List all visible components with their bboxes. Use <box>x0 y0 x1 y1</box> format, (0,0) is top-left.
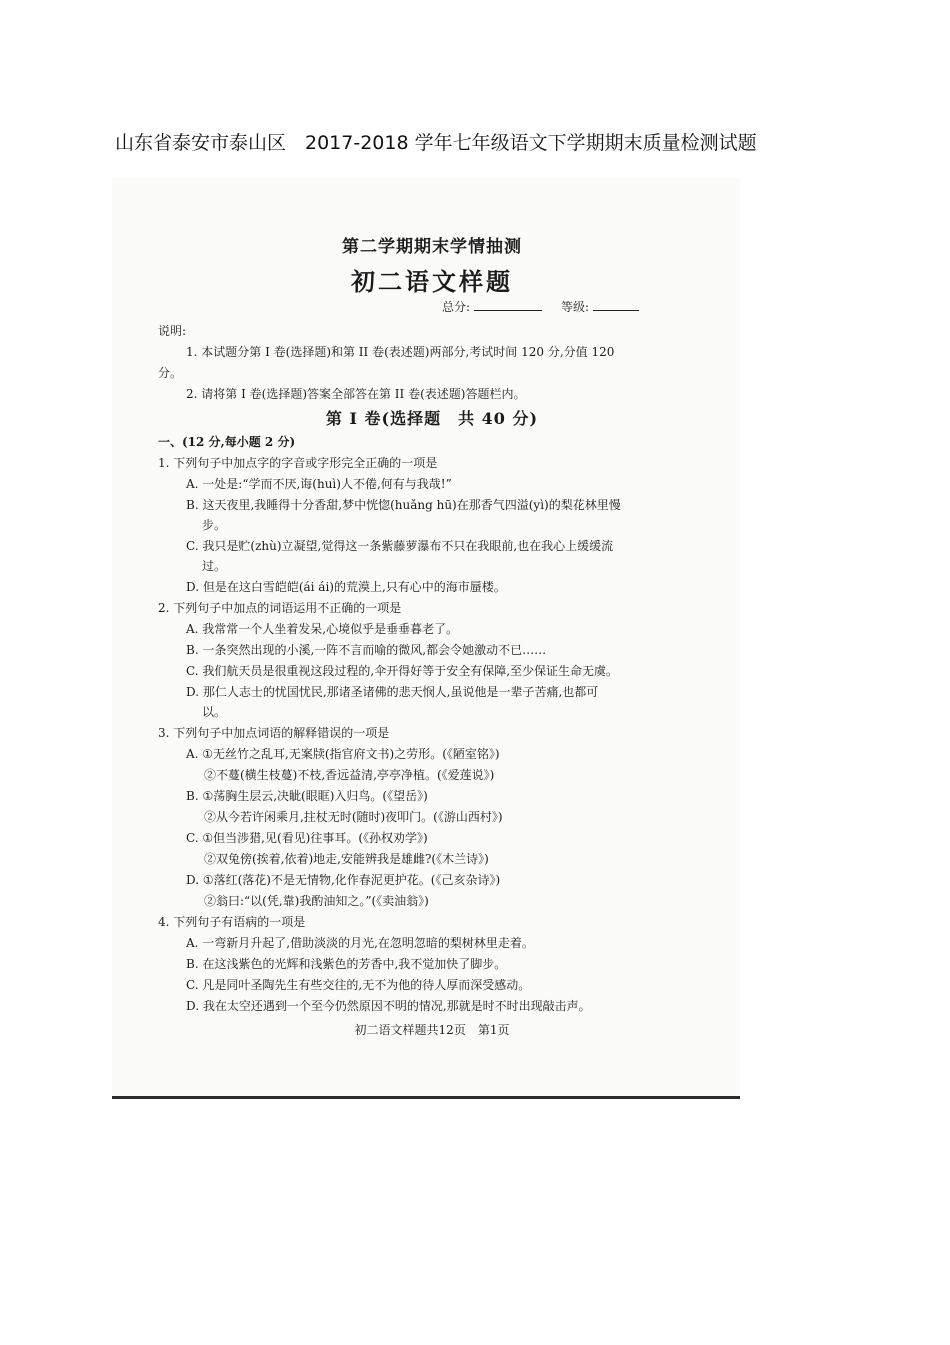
option-line: B. 一条突然出现的小溪,一阵不言而喻的微风,都会令她激动不已…… <box>186 643 547 657</box>
option-line: ②从今若许闲乘月,拄杖无时(随时)夜叩门。(《游山西村》) <box>204 810 503 824</box>
question-stem: 3. 下列句子中加点词语的解释错误的一项是 <box>158 726 390 740</box>
option-line: ②双兔傍(挨着,依着)地走,安能辨我是雄雌?(《木兰诗》) <box>204 852 489 866</box>
grade-label: 等级: <box>560 300 589 314</box>
option-line: C. 我只是贮(zhù)立凝望,觉得这一条紫藤萝瀑布不只在我眼前,也在我心上缓缓流 <box>186 539 614 553</box>
note-item: 2. 请将第 I 卷(选择题)答案全部答在第 II 卷(表述题)答题栏内。 <box>186 387 526 401</box>
exam-header-title: 初二语文样题 <box>351 267 513 296</box>
option-line: B. 在这浅紫色的光辉和浅紫色的芳香中,我不觉加快了脚步。 <box>186 957 507 971</box>
option-line: ②不蔓(横生枝蔓)不枝,香远益清,亭亭净植。(《爱莲说》) <box>204 768 495 782</box>
option-line: C. 凡是同叶圣陶先生有些交往的,无不为他的待人厚而深受感动。 <box>186 978 531 992</box>
page-footer: 初二语文样题共12页 第1页 <box>354 1023 510 1037</box>
option-line: D. 但是在这白雪皑皑(ái ái)的荒漠上,只有心中的海市蜃楼。 <box>186 580 506 594</box>
option-line: C. ①但当涉猎,见(看见)往事耳。(《孙权劝学》) <box>186 831 428 845</box>
question-stem: 1. 下列句子中加点字的字音或字形完全正确的一项是 <box>158 456 438 470</box>
option-line: A. 一处是:“学而不厌,诲(huì)人不倦,何有与我哉!” <box>186 477 452 491</box>
option-line: A. 我常常一个人坐着发呆,心境似乎是垂垂暮老了。 <box>186 622 459 636</box>
section-title: 第 I 卷(选择题 共 40 分) <box>325 409 539 428</box>
option-line: ②翁曰:“以(凭,靠)我酌油知之。”(《卖油翁》) <box>204 894 429 908</box>
option-line: 过。 <box>202 559 227 573</box>
note-item: 1. 本试题分第 I 卷(选择题)和第 II 卷(表述题)两部分,考试时间 120 分,分值 120 <box>186 345 615 359</box>
question-stem: 2. 下列句子中加点的词语运用不正确的一项是 <box>158 601 402 615</box>
scanned-exam-page <box>112 178 740 1100</box>
notes-label: 说明: <box>158 324 187 338</box>
total-score-label: 总分: <box>442 300 471 314</box>
option-line: D. ①落红(落花)不是无情物,化作春泥更护花。(《己亥杂诗》) <box>186 873 501 887</box>
option-line: A. ①无丝竹之乱耳,无案牍(指官府文书)之劳形。(《陋室铭》) <box>186 747 500 761</box>
total-score-blank <box>474 299 542 311</box>
exam-header-line1: 第二学期期末学情抽测 <box>342 237 522 257</box>
option-line: D. 我在太空还遇到一个至今仍然原因不明的情况,那就是时不时出现敲击声。 <box>186 999 591 1013</box>
option-line: B. 这天夜里,我睡得十分香甜,梦中恍惚(huǎng hū)在那香气四溢(yì)的梨花林里慢 <box>186 498 621 512</box>
option-line: B. ①荡胸生层云,决眦(眼眶)入归鸟。(《望岳》) <box>186 789 428 803</box>
option-line: A. 一弯新月升起了,借助淡淡的月光,在忽明忽暗的梨树林里走着。 <box>186 936 534 950</box>
option-line: 步。 <box>202 518 227 532</box>
option-line: C. 我们航天员是很重视这段过程的,伞开得好等于安全有保障,至少保证生命无虞。 <box>186 664 619 678</box>
grade-blank <box>593 299 639 311</box>
question-stem: 4. 下列句子有语病的一项是 <box>158 915 306 929</box>
option-line: 以。 <box>202 705 227 719</box>
option-line: D. 那仁人志士的忧国忧民,那诸圣诸佛的悲天悯人,虽说他是一辈子苦痛,也都可 <box>186 685 599 699</box>
document-title: 山东省泰安市泰山区 2017-2018 学年七年级语文下学期期末质量检测试题 <box>115 132 757 154</box>
scan-edge-line <box>112 1096 740 1099</box>
note-item: 分。 <box>158 366 183 380</box>
part-title: 一、(12 分,每小题 2 分) <box>158 435 296 449</box>
score-fields <box>442 298 639 315</box>
